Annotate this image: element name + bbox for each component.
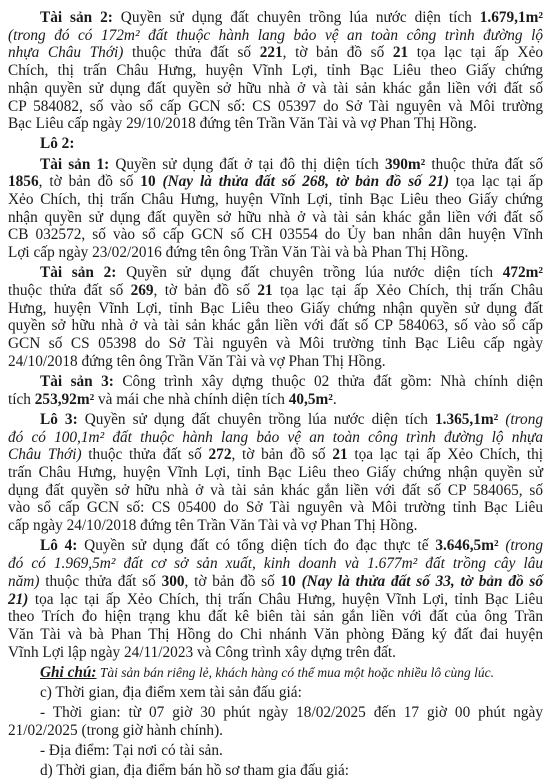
body-text: , tờ bản đồ số (231, 446, 333, 464)
text-line (8, 264, 543, 282)
text-line (8, 573, 543, 591)
body-text: Xẻo Chích, thị trấn Châu Hưng, huyện Vĩnh Lợi, tỉnh Bạc Liêu theo Giấy chứng (8, 191, 543, 209)
text-line (8, 115, 543, 133)
body-text: tọa lạc tại ấp (449, 173, 543, 191)
italic-text: đó có 100,1m² đất thuộc hành lang bảo vệ an toàn công trình đường lộ nhựa (8, 428, 543, 446)
text-line (8, 317, 543, 335)
bold-text: Tài sản 2: (40, 264, 117, 282)
body-text: Chích, thị trấn Châu Hưng, huyện Vĩnh Lợi, tỉnh Bạc Liêu theo Giấy chứng (8, 62, 543, 80)
body-text: Quyền sử dụng đất có tổng diện tích đo đạc thực tế (77, 537, 436, 555)
text-line (8, 684, 543, 702)
text-line (8, 537, 543, 555)
bold-text: 10 (140, 173, 156, 191)
bold-text: 390m² (384, 155, 426, 173)
note-text: Tài sản bán riêng lẻ, khách hàng có thể mua một hoặc nhiều lô cùng lúc. (96, 664, 494, 680)
body-text: thuộc thửa đất số (123, 44, 260, 62)
text-line (8, 373, 543, 391)
bold-text: 1856 (8, 173, 39, 191)
lot-1-asset-2-paragraph (8, 9, 543, 133)
body-text: tọa lạc tại ấp Xẻo Chích, thị trấn Châu (272, 282, 543, 300)
note-paragraph (8, 664, 543, 682)
bold-text: Tài sản 1: (40, 155, 110, 173)
text-line (8, 591, 543, 609)
bold-text: 1.365,1m² (435, 410, 499, 428)
text-line (8, 209, 543, 227)
text-line (8, 608, 543, 626)
body-text: CB 032572, số vào sổ cấp GCN số CH 03554 do Ủy ban nhân dân huyện Vĩnh (8, 226, 543, 244)
body-text: CP 584082, số vào sổ cấp GCN số: CS 05397 do Sở Tài nguyên và Môi trường (8, 97, 543, 115)
italic-text: Châu Thới) (8, 446, 82, 464)
text-line (8, 244, 543, 262)
text-line (8, 191, 543, 209)
body-text: d) Thời gian, địa điểm bán hồ sơ tham gia đấu giá: (40, 762, 350, 780)
text-line (8, 173, 543, 191)
bold-text: 21 (257, 282, 273, 300)
body-text: Văn Tài và bà Phan Thị Hồng do Chi nhánh Văn phòng Đăng ký đất đai huyện (8, 625, 543, 643)
text-line (8, 555, 543, 573)
text-line (8, 226, 543, 244)
body-text: vào sổ cấp GCN số: CS 05400 do Sở Tài nguyên và Môi trường tỉnh Bạc Liêu (8, 499, 543, 517)
body-text: GCN số CS 05398 do Sở Tài nguyên và Môi trường tỉnh Bạc Liêu cấp ngày (8, 335, 543, 353)
text-line (8, 664, 543, 682)
lot-2-heading (8, 135, 543, 153)
lot-4-paragraph (8, 537, 543, 661)
body-text: nhận quyền sử dụng đất quyền sở hữu nhà ở và tài sản khác gắn liền với đất số (8, 79, 543, 97)
body-text: tọa lạc tại ấp Xẻo Chích, thị trấn Châu Hưng, huyện Vĩnh Lợi, tỉnh Bạc Liêu (28, 590, 543, 608)
text-line (8, 446, 543, 464)
text-line (8, 644, 543, 662)
text-line (8, 411, 543, 429)
body-text: c) Thời gian, địa điểm xem tài sản đấu giá: (40, 684, 302, 702)
text-line (8, 300, 543, 318)
text-line (8, 62, 543, 80)
bold-text: 253,92m² (34, 390, 95, 408)
lot-3-paragraph (8, 411, 543, 535)
body-text: quyền sở hữu nhà ở và tài sản khác gắn liền với đất số CP 584063, số vào sổ cấp (8, 317, 543, 335)
text-line (8, 499, 543, 517)
text-line (8, 626, 543, 644)
body-text: , tờ bản đồ số (282, 44, 393, 62)
italic-text: nhựa Châu Thới) (8, 44, 124, 62)
text-line (8, 482, 543, 500)
text-line (8, 9, 543, 27)
text-line (8, 391, 543, 409)
body-text: dụng đất quyền sở hữu nhà ở và tài sản khác gắn liền với đất số CP 584065, số (8, 481, 543, 499)
bold-italic-text: (Nay là thửa đất số 33, tờ bản đồ số (295, 572, 543, 590)
text-line (8, 353, 543, 371)
body-text: , tờ bản đồ số (184, 572, 281, 590)
body-text: thuộc thửa đất số (8, 282, 131, 300)
text-line (8, 762, 543, 780)
lot-2-asset-1-paragraph (8, 156, 543, 262)
lot-2-asset-3-paragraph (8, 373, 543, 408)
body-text: trấn Châu Hưng, huyện Vĩnh Lợi, tỉnh Bạc Liêu theo Giấy chứng nhận quyền sử (8, 464, 543, 482)
bold-text: 221 (259, 44, 283, 62)
bold-text: Lô 4: (40, 537, 78, 555)
text-line (8, 98, 543, 116)
text-line (8, 44, 543, 62)
bold-text: Lô 2: (40, 135, 75, 153)
lot-2-asset-2-paragraph (8, 264, 543, 370)
bold-text: 472m² (502, 264, 543, 282)
body-text: cấp ngày 24/10/2018 đứng tên Trần Văn Tài và vợ Phan Thị Hồng. (8, 517, 418, 535)
body-text: nhận quyền sử dụng đất quyền sở hữu nhà ở và tài sản khác gắn liền với đất số (8, 208, 543, 226)
bold-italic-text: (Nay là thửa đất số 268, tờ bản đồ số 21) (155, 173, 450, 191)
text-line (8, 135, 543, 153)
body-text: Vĩnh Lợi lập ngày 24/11/2023 và Công trình xây dựng trên đất. (8, 643, 396, 661)
italic-text: (trong (498, 410, 543, 428)
bold-text: 1.679,1m² (479, 9, 543, 26)
body-text: thuộc thửa đất số (81, 446, 209, 464)
text-line (8, 429, 543, 447)
section-d-heading (8, 762, 543, 780)
body-text: . (332, 390, 337, 408)
body-text: tọa lạc tại ấp Xẻo Chích, thị (347, 446, 544, 464)
body-text: Quyền sử dụng đất chuyên trồng lúa nước diện tích (116, 264, 503, 282)
viewing-location-item (8, 742, 543, 760)
body-text: thuộc thửa đất số (39, 572, 162, 590)
bold-italic-text: 21) (8, 590, 29, 608)
bold-text: 10 (280, 572, 296, 590)
text-line (8, 742, 543, 760)
bold-text: Tài sản 2: (40, 9, 113, 26)
bold-text: 21 (392, 44, 409, 62)
italic-text: đó có 1.969,5m² đất cơ sở sản xuất, kinh doanh và 1.677m² đất trồng cây lâu (8, 555, 543, 573)
section-c-heading (8, 684, 543, 702)
body-text: tọa lạc tại ấp Xẻo (408, 44, 544, 62)
note-label: Ghi chú: (40, 663, 97, 681)
body-text: 24/10/2018 đứng tên ông Trần Văn Tài và vợ Phan Thị Hồng. (8, 352, 386, 370)
body-text: - Địa điểm: Tại nơi có tài sản. (40, 742, 223, 760)
body-text: theo Trích đo hiện trạng khu đất kê biên tài sản gắn liền với đất của ông Trần (8, 608, 543, 626)
bold-text: 300 (161, 572, 185, 590)
text-line (8, 517, 543, 535)
body-text: Lợi cấp ngày 23/02/2016 đứng tên ông Trần Văn Tài và bà Phan Thị Hồng. (8, 244, 469, 262)
italic-text: năm) (8, 572, 40, 590)
text-line (8, 335, 543, 353)
text-line (8, 704, 543, 722)
bold-text: 269 (130, 282, 154, 300)
body-text: , tờ bản đồ số (153, 282, 258, 300)
body-text: và mái che nhà chính diện tích (94, 390, 289, 408)
body-text: Quyền sử dụng đất chuyên trồng lúa nước diện tích (77, 410, 436, 428)
text-line (8, 80, 543, 98)
body-text: Bạc Liêu cấp ngày 29/10/2018 đứng tên Trần Văn Tài và vợ Phan Thị Hồng. (8, 115, 477, 133)
body-text: Công trình xây dựng thuộc 02 thửa đất gồm: Nhà chính diện (113, 373, 544, 391)
text-line (8, 156, 543, 174)
text-line (8, 27, 543, 45)
body-text: Quyền sử dụng đất chuyên trồng lúa nước diện tích (112, 9, 480, 26)
body-text: tích (8, 390, 35, 408)
bold-text: Tài sản 3: (40, 373, 114, 391)
body-text: Quyền sử dụng đất ở tại đô thị diện tích (109, 155, 385, 173)
bold-text: 272 (208, 446, 232, 464)
bold-text: 3.646,5m² (435, 537, 499, 555)
body-text: Hưng, huyện Vĩnh Lợi, tỉnh Bạc Liêu theo Giấy chứng nhận quyền sử dụng đất (8, 299, 543, 317)
text-line (8, 464, 543, 482)
bold-text: 21 (332, 446, 348, 464)
body-text: 21/02/2025 (trong giờ hành chính). (8, 721, 223, 739)
italic-text: (trong (498, 537, 544, 555)
body-text: thuộc thửa đất số (425, 155, 543, 173)
bold-text: Lô 3: (40, 410, 78, 428)
text-line (8, 722, 543, 740)
body-text: , tờ bản đồ số (38, 173, 141, 191)
bold-text: 40,5m² (288, 390, 333, 408)
body-text: - Thời gian: từ 07 giờ 30 phút ngày 18/02/2025 đến 17 giờ 00 phút ngày (40, 704, 543, 722)
text-line (8, 282, 543, 300)
italic-text: (trong đó có 172m² đất thuộc hành lang bảo vệ an toàn công trình đường lộ (8, 26, 543, 44)
viewing-time-item (8, 704, 543, 739)
